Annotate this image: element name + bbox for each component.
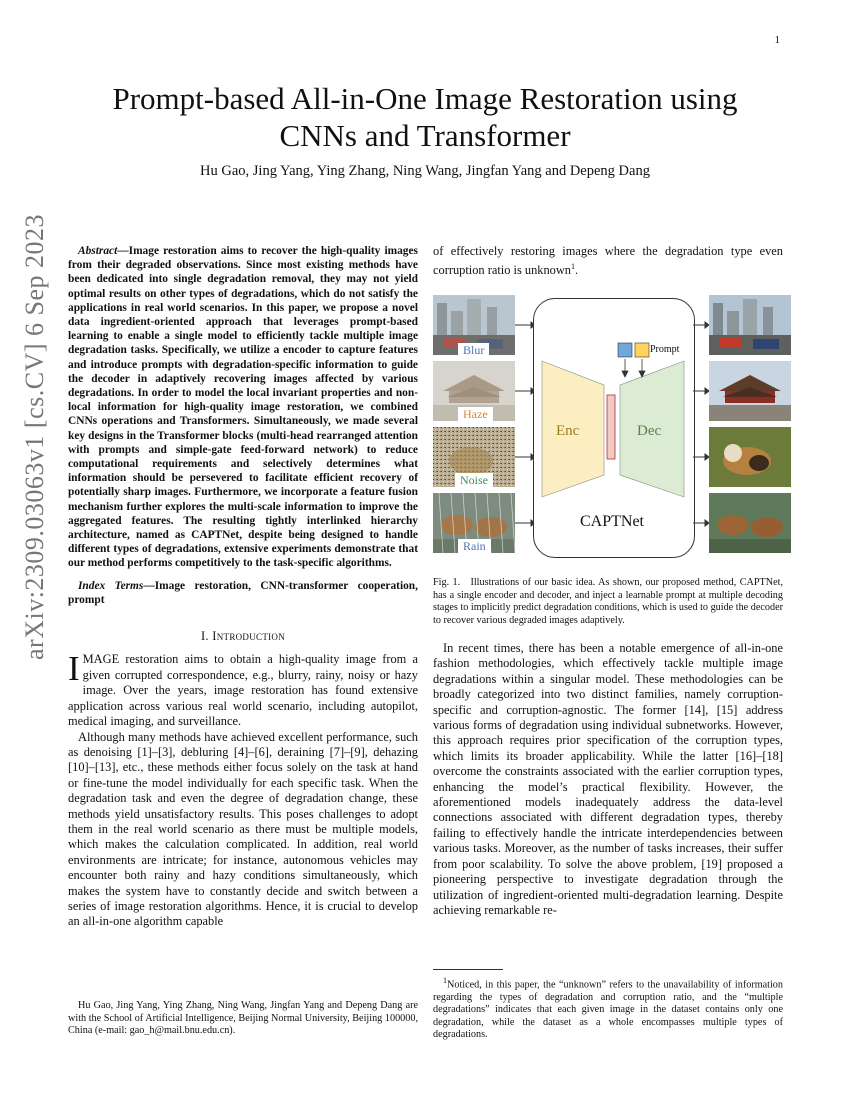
author-affiliation-footnote: Hu Gao, Jing Yang, Ying Zhang, Ning Wang, Jingfan Yang and Depeng Dang are with the School of Artificial Intelligence, Beijing Normal University, Beijing 100000, China (e-mail: gao_h@mail.bnu.edu.cn). [68,1000,418,1036]
label-rain: Rain [458,539,491,554]
caption-label: Fig. 1. [433,577,461,588]
captnet-box [533,298,695,558]
input-arrows [515,293,535,561]
left-column [68,244,418,930]
figure-caption [433,577,783,627]
output-image-derained [709,493,791,553]
prompt-label: Prompt [650,344,680,355]
enc-label: Enc [556,423,580,439]
arxiv-identifier: arXiv:2309.03063v1 [cs.CV] 6 Sep 2023 [20,213,49,660]
output-image-dehazed [709,361,791,421]
figure-1 [433,293,791,561]
right-column-top [433,244,783,279]
right-top-paragraph [433,244,783,279]
label-noise: Noise [455,473,493,488]
footnote-number: 1 [443,976,447,985]
label-blur: Blur [458,343,489,358]
right-top-end: . [575,263,579,278]
unknown-footnote [433,975,783,1042]
right-top-text: of effectively restoring images where the degradation type even corruption ratio is unknown [433,244,783,278]
index-terms-label: Index Terms [78,579,144,592]
caption-text: Illustrations of our basic idea. As shown, our proposed method, CAPTNet, has a single encoder and decoder, and inject a learnable prompt at multiple decoding stages to implicitly predict degradation conditions, which is used to guide the decoder to recover various degraded images adaptively. [433,577,784,626]
label-haze: Haze [458,407,493,422]
output-image-denoised [709,427,791,487]
abstract-text: —Image restoration aims to recover the high-quality images from their degraded observations. Since most existing methods have been dedicated into single degradation removal, they may not yield optimal results on other types of degradations, which do not satisfy the applications in real world scenarios. In this paper, we propose a novel data ingredient-oriented approach that leverages prompt-based learning to enable a single model to efficiently tackle multiple image degradation tasks. Specifically, we utilize a encoder to capture features and introduce prompts with degradation-specific information to guide the decoder in adaptively recovering images affected by various degradations. In order to model the local invariant properties and non-local information for high-quality image restoration, we combined CNNs operations and Transformers. Simultaneously, we made several key designs in the Transformer blocks (multi-head rearranged attention with prompts and simple-gate feed-forward network) to reduce computational requirements and selectively determines what information should be persevered to facilitate efficient recovery of potentially sharp images. Furthermore, we incorporate a feature fusion mechanism further explores the multi-scale information to improve the aggregated features. The resulting tightly interlinked hierarchy architecture, named as CAPTNet, despite being designed to handle different types of degradations, extensive experiments demonstrate that our method performs competitively to the task-specific algorithms. [68,245,418,570]
page-number: 1 [774,34,780,46]
bottleneck-bar [607,395,615,459]
intro-paragraph-1 [68,649,418,729]
unknown-footnote-text: Noticed, in this paper, the “unknown” refers to the unavailability of information regarding the types of degradation and corruption ratio, and the “multiple degradations” indicates that each given image in the dataset contains only one degradation, while the dataset as a whole encompasses multiple types of degradations. [433,979,783,1041]
intro-paragraph-1-text: MAGE restoration aims to obtain a high-quality image from a given corrupted correspondence, e.g., blurry, rainy, noisy or hazy image. Over the years, image restoration has found extensive application across various real world scenario, including autopilot, medical imaging, and surveillance. [68,652,418,729]
footnote-rule [433,969,503,970]
prompt-yellow-block [635,343,649,357]
output-image-deblurred [709,295,791,355]
captnet-label: CAPTNet [580,513,644,530]
index-terms-text: —Image restoration, CNN-transformer cooperation, prompt [68,579,418,606]
paper-title: Prompt-based All-in-One Image Restoration using CNNs and Transformer [112,81,738,153]
footnote-marker: 1 [571,262,575,272]
abstract-label: Abstract [78,245,118,257]
clean-temple-image [709,361,791,421]
right-paragraph-1: In recent times, there has been a notable emergence of all-in-one fashion methodologies, which effectively tackle multiple image degradations within a singular model. These methodologies can be broadly categorized into two distinct families, namely corruption-specific and corruption-agnostic. The former [14], [15] address various forms of degradation using individual subnetworks. However, this approach requires prior specification of the corruption types, which limits its broader applicability. While the latter [16]–[18] overcome the constraints associated with the earlier corruption types, enhancing the model’s practical flexibility. However, the aforementioned models inadequately address the data-level connections associated with different degradation types, thereby failing to effectively handle the intricate interdependencies between various tasks. Moreover, as the number of tasks increases, their suffer from poor scalability. To solve the above problem, [19] proposed a pioneering perspective to investigate degradation through the utilization of ingredient-oriented multi-degradation learning. Despite achieving remarkable re- [433,641,783,917]
clean-city-image [709,295,791,355]
clean-bears-image [709,493,791,553]
prompt-blue-block [618,343,632,357]
section-heading-introduction: I. Introduction [200,629,286,644]
index-terms [68,579,418,607]
abstract [68,244,418,571]
intro-paragraph-2: Although many methods have achieved excellent performance, such as denoising [1]–[3], debluring [4]–[6], deraining [7]–[9], dehazing [10]–[13], etc., these methods either focus solely on the task at hand or fine-tune the model individually for each specific task. When the degradation task and even the degree of degradation change, these methods yield unsatisfactory results. This poses challenges to adopt them in the real world scenario as there must be multiple models, which makes the calculation complicated. In addition, real world environments are intricate; for instance, autonomous vehicles may encounter both rainy and hazy conditions simultaneously, which makes the system have to constantly decide and switch between a series of image restoration algorithms. Hence, it is crucial to develop an all-in-one algorithm capable [68,729,418,929]
drop-cap: I [68,649,80,689]
dec-label: Dec [637,423,662,439]
right-column-body [433,641,783,918]
output-arrows [693,293,709,561]
clean-dog-image [709,427,791,487]
author-list: Hu Gao, Jing Yang, Ying Zhang, Ning Wang, Jingfan Yang and Depeng Dang [200,163,650,179]
